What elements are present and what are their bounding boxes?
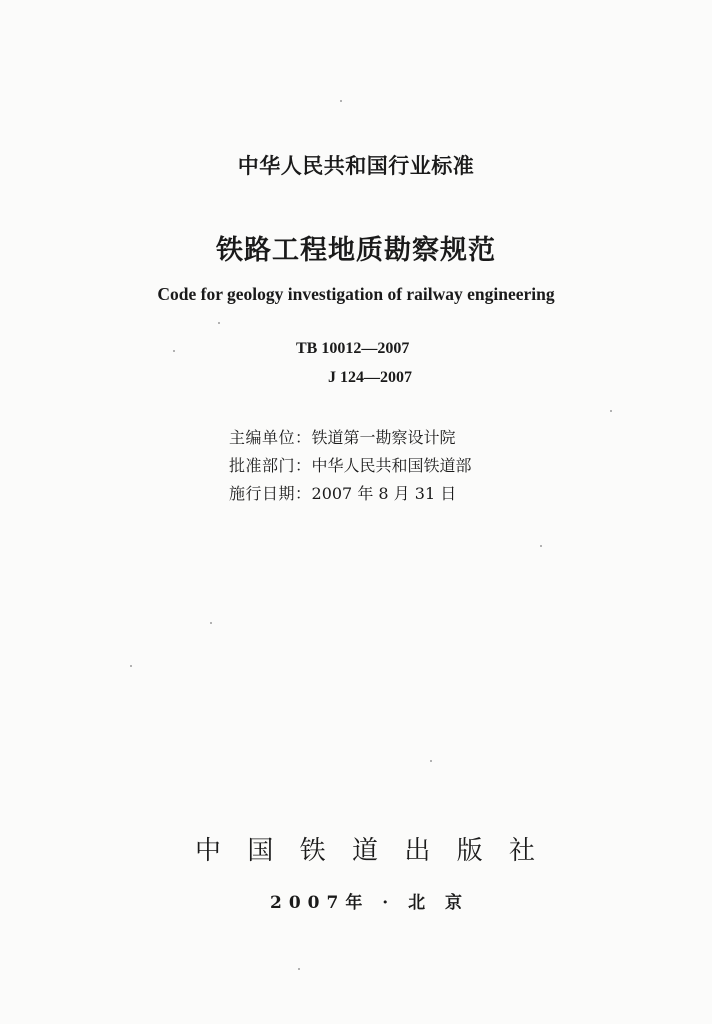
meta-approver-value: 中华人民共和国铁道部 <box>311 456 472 475</box>
scan-speck <box>210 622 212 624</box>
scan-speck <box>173 350 175 352</box>
scan-speck <box>340 100 342 102</box>
scan-speck <box>298 968 300 970</box>
publisher-name <box>195 830 535 867</box>
scan-speck <box>610 410 612 412</box>
meta-approver-label: 批准部门： <box>229 456 312 475</box>
meta-approver <box>229 453 472 476</box>
scan-speck <box>430 760 432 762</box>
title-chinese: 铁路工程地质勘察规范 <box>216 235 496 266</box>
meta-date-label: 施行日期： <box>229 484 312 503</box>
publisher-char: 出 <box>404 836 431 866</box>
meta-editor <box>229 425 456 448</box>
meta-editor-label: 主编单位： <box>229 428 312 447</box>
publisher-char: 社 <box>508 836 535 866</box>
scan-speck <box>130 665 132 667</box>
publisher-char: 中 <box>195 836 222 866</box>
publisher-char: 国 <box>247 836 274 866</box>
publisher-char: 版 <box>456 836 483 866</box>
publisher-char: 道 <box>351 836 378 866</box>
imprint-year-city: 2007年 · 北 京 <box>270 893 469 913</box>
publisher-char: 铁 <box>299 836 326 866</box>
meta-editor-value: 铁道第一勘察设计院 <box>311 428 456 447</box>
standard-code-tb: TB 10012—2007 <box>296 340 410 357</box>
scan-speck <box>218 322 220 324</box>
title-english: Code for geology investigation of railway engineering <box>157 284 555 304</box>
standard-code-j: J 124—2007 <box>328 369 412 386</box>
standard-category: 中华人民共和国行业标准 <box>237 154 475 178</box>
meta-date-value: 2007 年 8 月 31 日 <box>311 484 457 503</box>
scan-speck <box>540 545 542 547</box>
meta-effective-date <box>229 481 456 504</box>
